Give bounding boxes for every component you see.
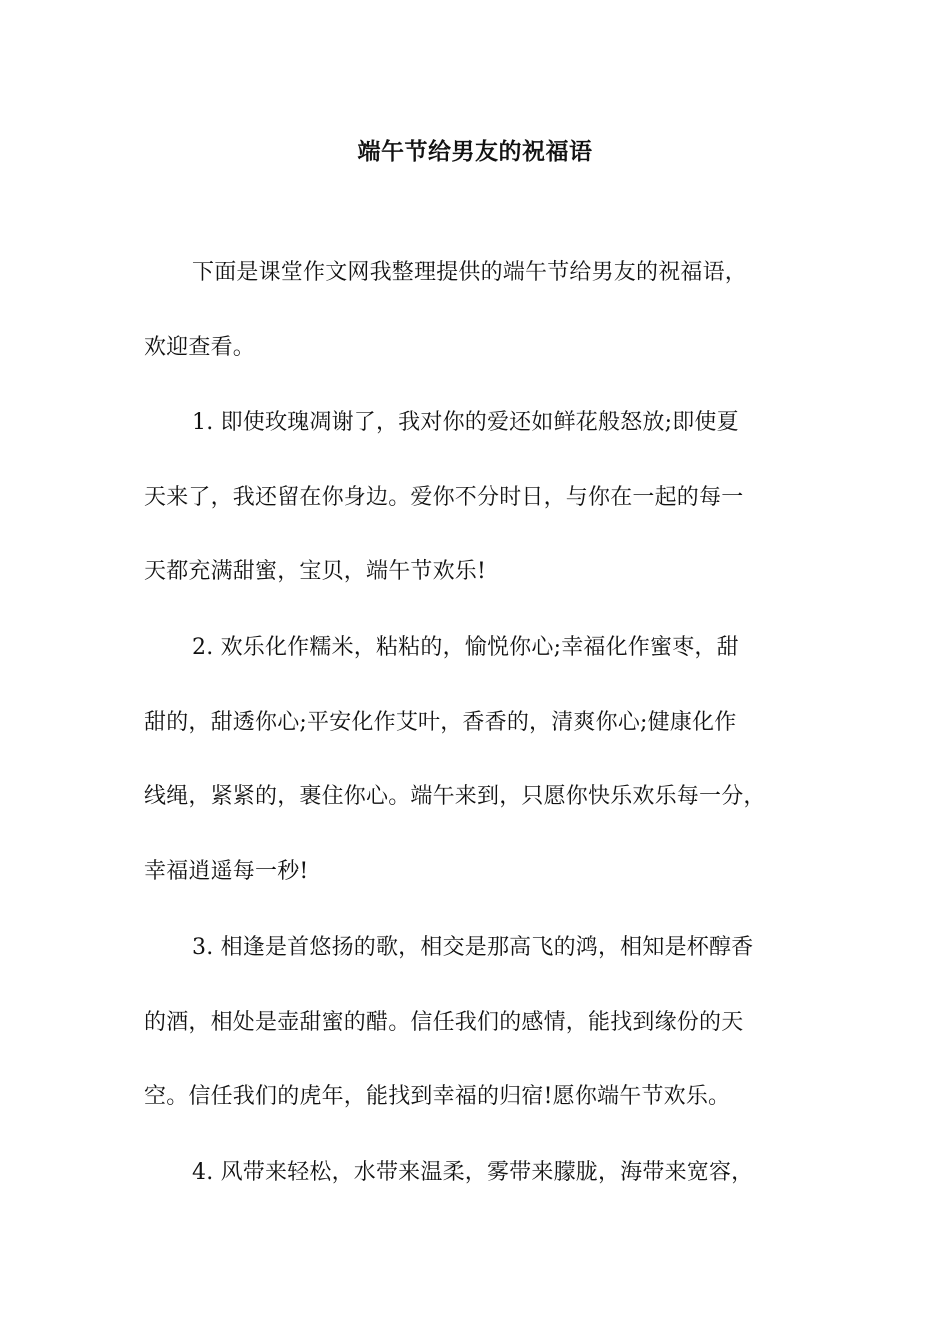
- paragraph-intro: [144, 236, 814, 385]
- text-line: 欢迎查看。: [144, 334, 256, 360]
- paragraph-item-2: [144, 611, 814, 909]
- text-line: 天来了，我还留在你身边。爱你不分时日，与你在一起的每一: [144, 484, 744, 510]
- text-line: 2. 欢乐化作糯米，粘粘的，愉悦你心;幸福化作蜜枣，甜: [192, 635, 739, 660]
- text-line: 线绳，紧紧的，裹住你心。端午来到，只愿你快乐欢乐每一分，: [144, 784, 766, 809]
- text-line: 甜的，甜透你心;平安化作艾叶，香香的，清爽你心;健康化作: [144, 709, 737, 735]
- text-line: 3. 相逢是首悠扬的歌，相交是那高飞的鸿，相知是杯醇香: [192, 935, 754, 960]
- paragraph-item-3: [144, 911, 814, 1135]
- paragraph-item-1: [144, 386, 814, 610]
- text-line: 空。信任我们的虎年，能找到幸福的归宿!愿你端午节欢乐。: [144, 1084, 731, 1109]
- text-line: 的酒，相处是壶甜蜜的醋。信任我们的感情，能找到缘份的天: [144, 1009, 744, 1035]
- paragraph-item-4: [144, 1136, 814, 1211]
- text-line: 天都充满甜蜜，宝贝，端午节欢乐!: [144, 559, 487, 584]
- document-title: 端午节给男友的祝福语: [357, 138, 593, 165]
- text-line: 1. 即使玫瑰凋谢了，我对你的爱还如鲜花般怒放;即使夏: [192, 410, 739, 435]
- text-line: 幸福逍遥每一秒!: [144, 858, 309, 884]
- text-line: 下面是课堂作文网我整理提供的端午节给男友的祝福语，: [192, 260, 748, 285]
- text-line: 4. 风带来轻松，水带来温柔，雾带来朦胧，海带来宽容，: [192, 1160, 754, 1185]
